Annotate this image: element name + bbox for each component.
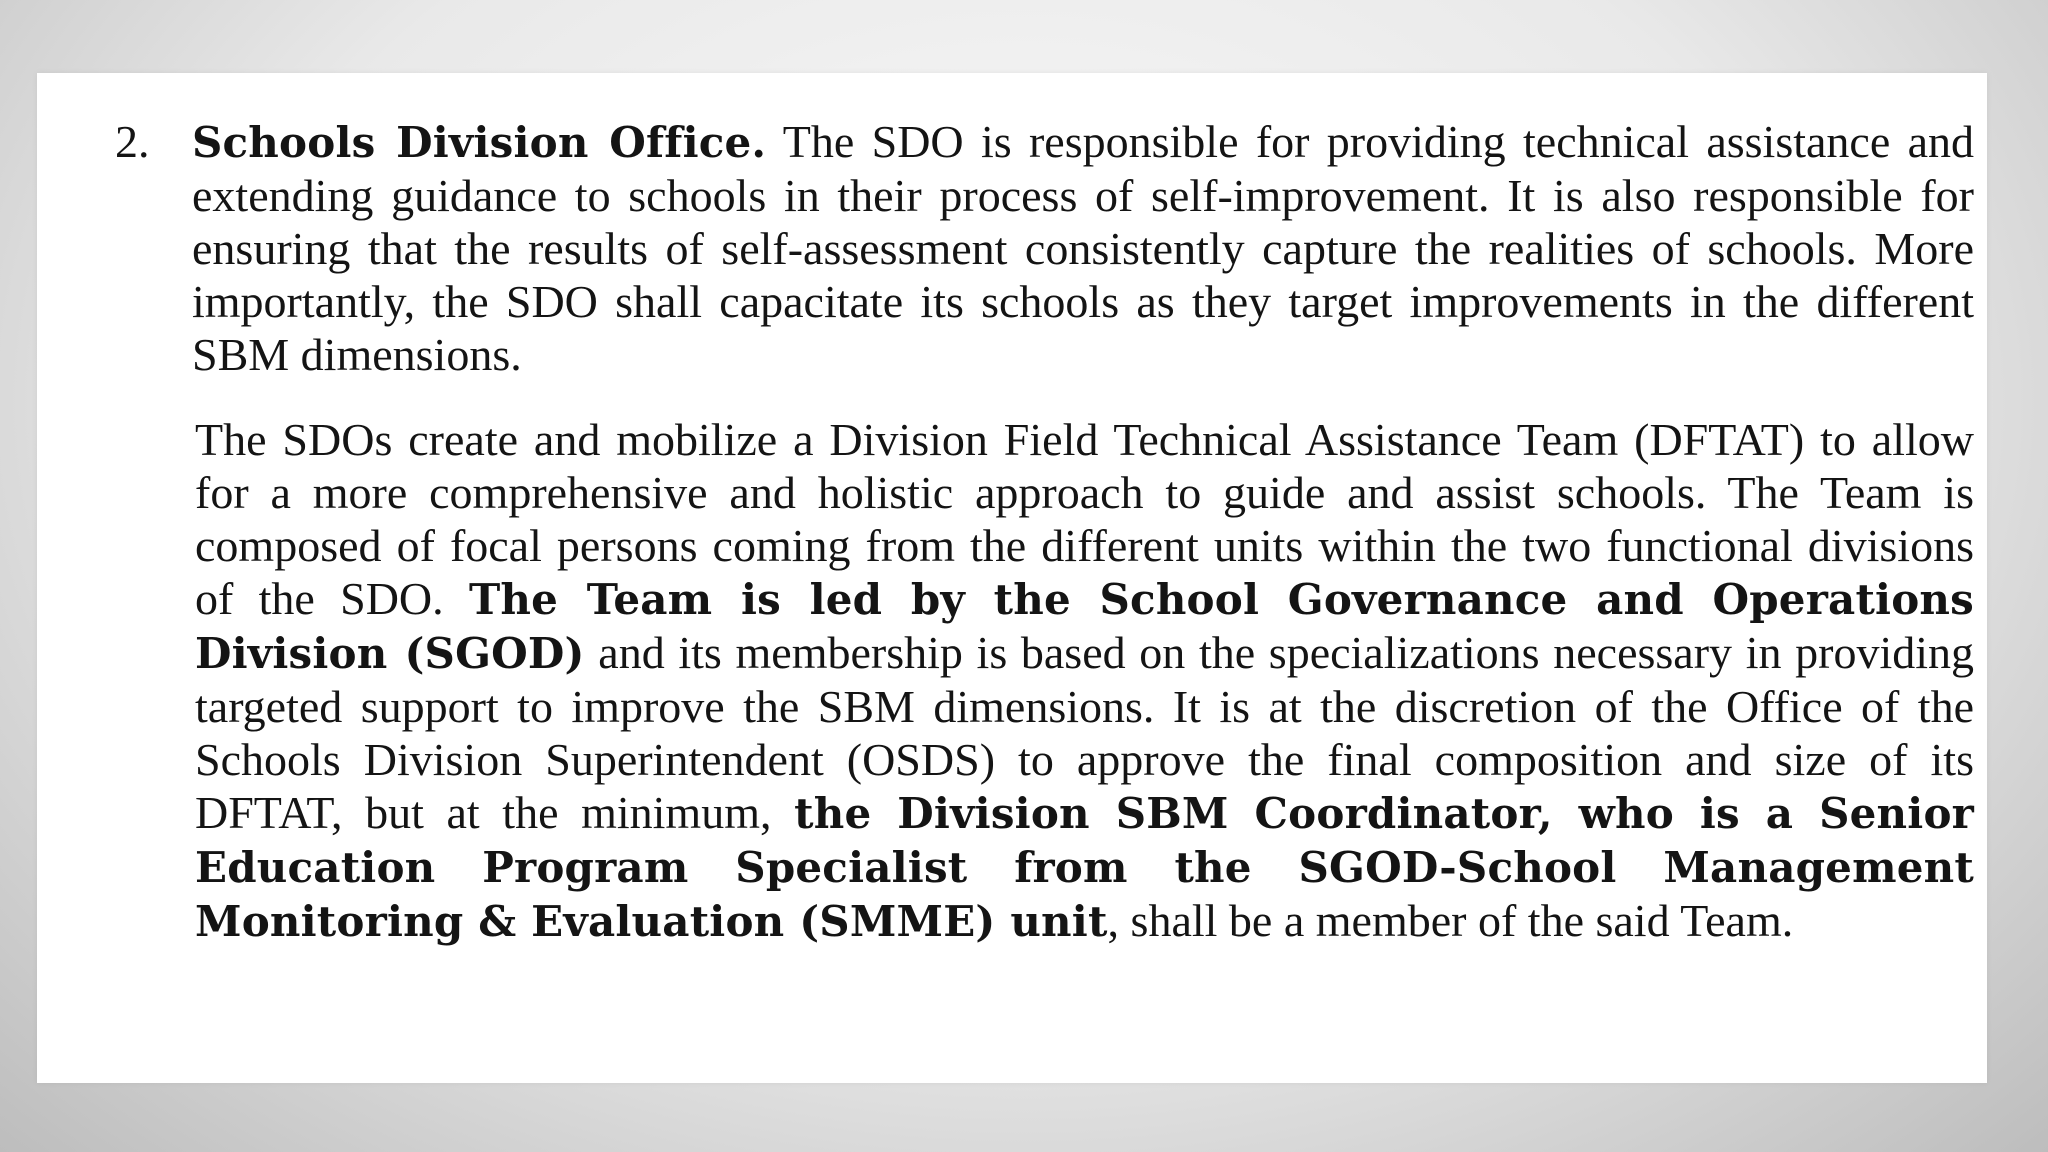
document-page: [37, 73, 1987, 1083]
paragraph-2-text-b: and its membership is based on the specializations necessary in providing targeted support to improve the SBM dimensions. It is at the discretion of the Office of the Schools Division Superintendent (OSDS) to approve the final composition and size of its DFTAT, but at the minimum,: [195, 627, 1975, 838]
paragraph-1: [192, 115, 1974, 381]
item-content: [192, 115, 1974, 948]
paragraph-2-bold-b: the Division SBM Coordinator, who is a Senior Education Program Specialist from the SGOD-School Management Monitoring & Evaluation (SMME) unit: [195, 789, 1974, 946]
paragraph-2: [192, 413, 1974, 948]
paragraph-1-text: The SDO is responsible for providing technical assistance and extending guidance to schools in their process of self-improvement. It is also responsible for ensuring that the results of self-assessment consistently capture the realities of schools. More importantly, the SDO shall capacitate its schools as they target improvements in the different SBM dimensions.: [192, 116, 1975, 380]
section-heading: Schools Division Office.: [192, 118, 767, 167]
paragraph-2-bold-a: The Team is led by the School Governance and Operations Division (SGOD): [195, 575, 1975, 678]
paragraph-2-text-c: , shall be a member of the said Team.: [1107, 895, 1794, 946]
item-number: 2.: [115, 116, 150, 167]
paragraph-2-text-a: The SDOs create and mobilize a Division Field Technical Assistance Team (DFTAT) to allow for a more comprehensive and holistic approach to guide and assist schools. The Team is composed of focal persons coming from the different units within the two functional divisions of the SDO.: [195, 414, 1974, 624]
